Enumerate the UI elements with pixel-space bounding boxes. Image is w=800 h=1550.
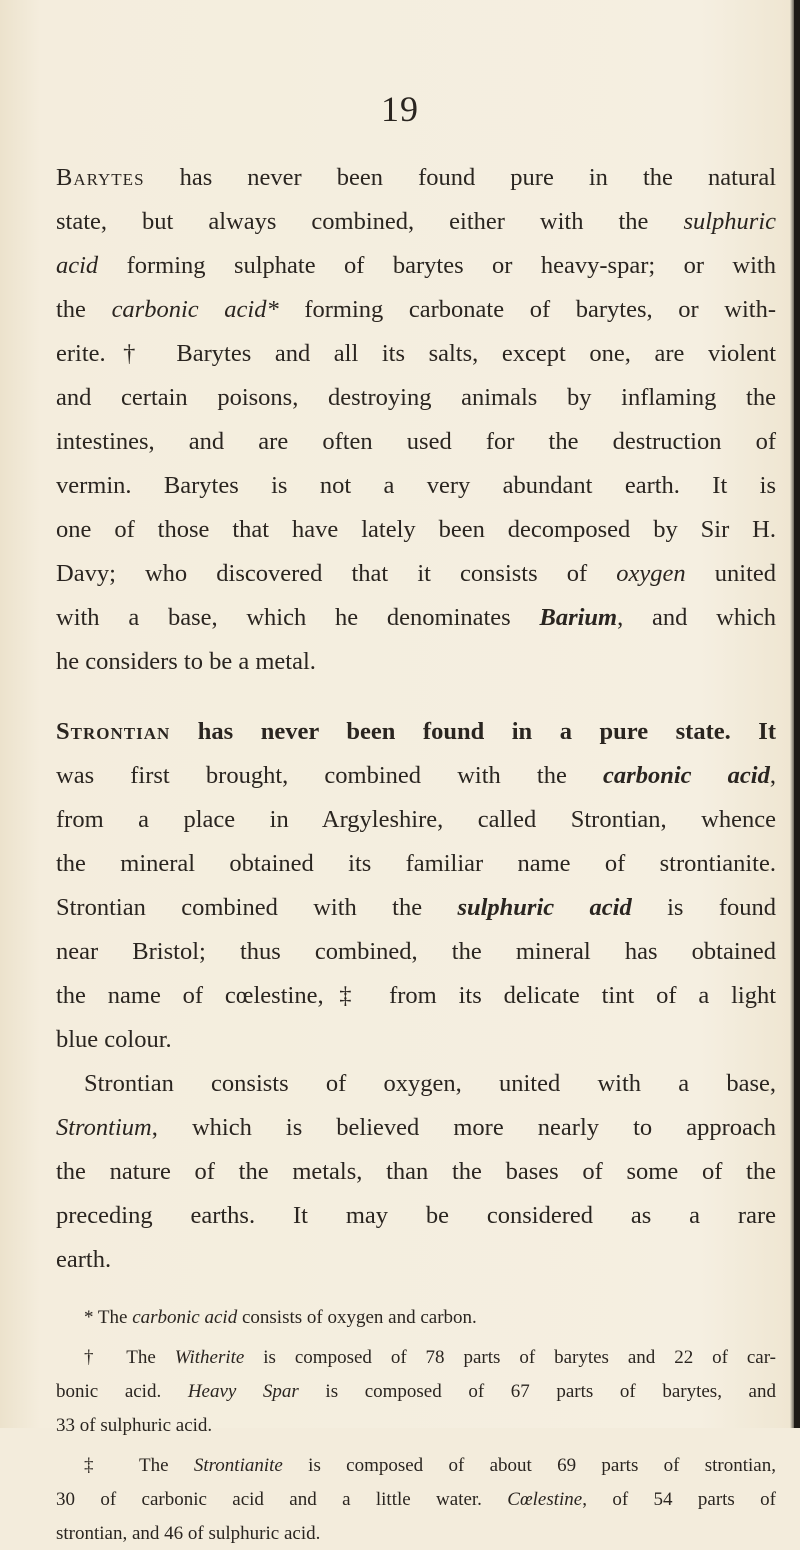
strontium-line-5: earth. (56, 1246, 112, 1273)
barytes-line-8: vermin. Barytes is not a very abundant earth. It is (56, 472, 776, 499)
barytes-line-4: the carbonic acid* forming carbonate of barytes, or with- (56, 296, 776, 323)
footnote-2-line-1: † The Witherite is composed of 78 parts of barytes and 22 of car- (84, 1347, 776, 1368)
strontian-line-3: from a place in Argyleshire, called Strontian, whence (56, 806, 776, 833)
strontium-line-3: the nature of the metals, than the bases of some of the (56, 1158, 776, 1185)
barytes-line-2: state, but always combined, either with the sulphuric (56, 208, 776, 235)
strontian-line-1: Strontian has never been found in a pure state. It (56, 718, 776, 745)
strontian-line-5: Strontian combined with the sulphuric acid is found (56, 894, 776, 921)
strontium-line-1: Strontian consists of oxygen, united with a base, (84, 1070, 776, 1097)
strontian-line-4: the mineral obtained its familiar name of strontianite. (56, 850, 776, 877)
strontian-line-8: blue colour. (56, 1026, 172, 1053)
footnote-2-line-2: bonic acid. Heavy Spar is composed of 67 parts of barytes, and (56, 1381, 776, 1402)
barytes-line-10: Davy; who discovered that it consists of oxygen united (56, 560, 776, 587)
barytes-line-1: Barytes has never been found pure in the natural (56, 164, 776, 191)
footnote-1: * The carbonic acid consists of oxygen and carbon. (84, 1307, 477, 1328)
barytes-line-9: one of those that have lately been decomposed by Sir H. (56, 516, 776, 543)
page-number: 19 (381, 89, 419, 129)
strontium-line-4: preceding earths. It may be considered as a rare (56, 1202, 776, 1229)
barytes-line-6: and certain poisons, destroying animals by inflaming the (56, 384, 776, 411)
barytes-line-12: he considers to be a metal. (56, 648, 316, 675)
barytes-line-11: with a base, which he denominates Barium, and which (56, 604, 777, 631)
strontian-line-2: was first brought, combined with the carbonic acid, (56, 762, 776, 789)
footnote-2-line-3: 33 of sulphuric acid. (56, 1415, 213, 1436)
footnote-3-line-1: ‡ The Strontianite is composed of about 69 parts of strontian, (84, 1455, 776, 1476)
footnote-3-line-3: strontian, and 46 of sulphuric acid. (56, 1523, 321, 1544)
strontian-line-7: the name of cœlestine,‡ from its delicate tint of a light (56, 982, 776, 1009)
strontian-line-6: near Bristol; thus combined, the mineral has obtained (56, 938, 776, 965)
book-spine-edge (794, 0, 800, 1428)
barytes-line-7: intestines, and are often used for the destruction of (56, 428, 776, 455)
barytes-line-5: erite.† Barytes and all its salts, except one, are violent (56, 340, 776, 367)
barytes-line-3: acid forming sulphate of barytes or heavy-spar; or with (56, 252, 776, 279)
strontium-line-2: Strontium, which is believed more nearly to approach (56, 1114, 776, 1141)
footnote-3-line-2: 30 of carbonic acid and a little water. Cœlestine, of 54 parts of (56, 1489, 776, 1510)
